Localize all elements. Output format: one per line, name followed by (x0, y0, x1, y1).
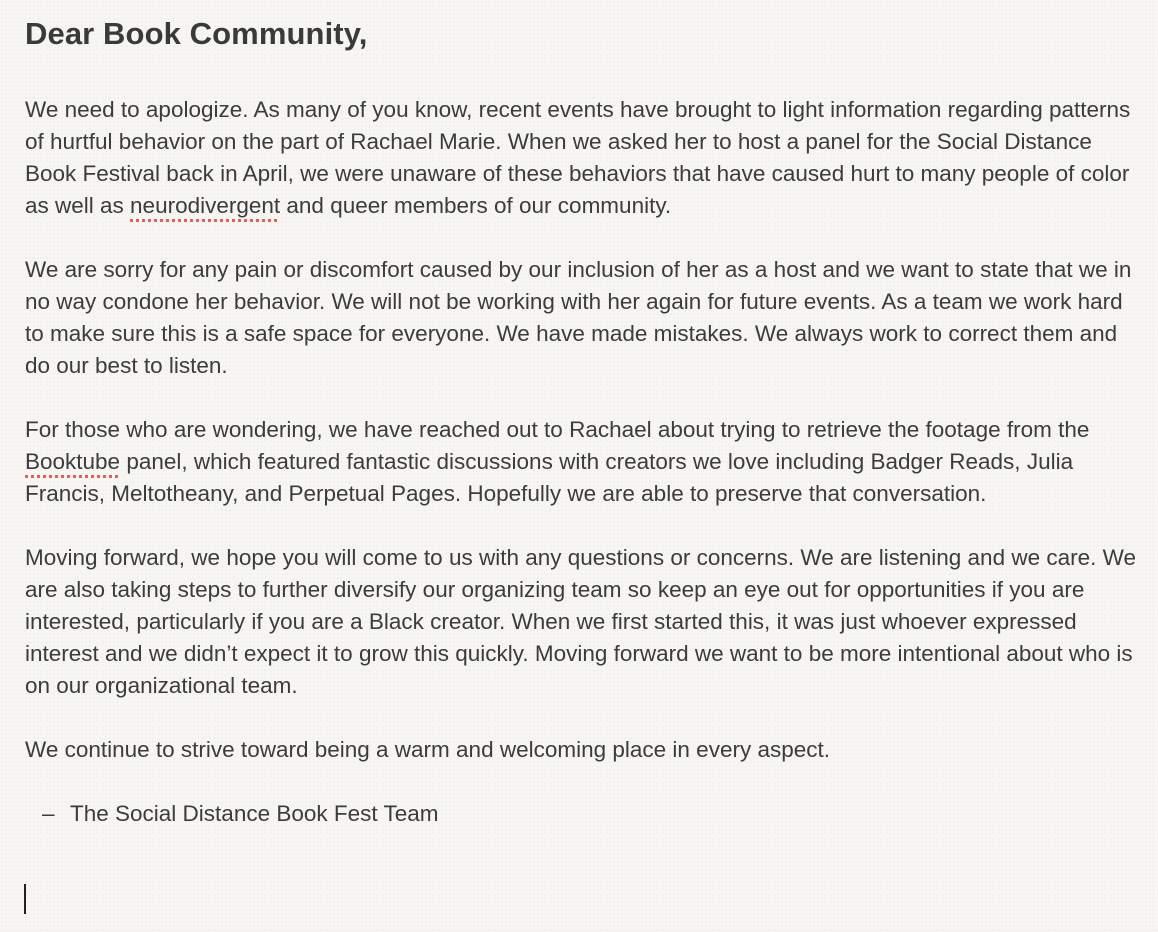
paragraph-apology-text-end: and queer members of our community. (280, 193, 672, 218)
paragraph-sorry[interactable]: We are sorry for any pain or discomfort caused by our inclusion of her as a host and we want to state that we in no way condone her behavior. We will not be working with her again for future events. As a team we work hard to make sure this is a safe space for everyone. We have made mistakes. We always work to correct them and do our best to listen. (25, 257, 1132, 378)
paragraph-apology-text: We need to apologize. As many of you know, recent events have brought to light information regarding patterns of hurtful behavior on the part of Rachael Marie. When we asked her to host a panel for the Social Distance Book Festival back in April, we were unaware of these behaviors that have caused hurt to many people of color as well as (25, 97, 1131, 218)
paragraph-footage-text: For those who are wondering, we have reached out to Rachael about trying to retrieve the footage from the (25, 417, 1090, 442)
paragraph-footage-text-end: panel, which featured fantastic discussions with creators we love including Badger Reads, Julia Francis, Meltotheany, and Perpetual Pages. Hopefully we are able to preserve that conversation. (25, 449, 1074, 506)
signoff-dash: – (42, 801, 55, 826)
text-cursor (24, 884, 26, 914)
signoff-text: The Social Distance Book Fest Team (70, 801, 439, 826)
paragraph-closing[interactable]: We continue to strive toward being a warm and welcoming place in every aspect. (25, 737, 830, 762)
letter-heading[interactable]: Dear Book Community, (25, 16, 368, 51)
paragraph-moving-forward[interactable]: Moving forward, we hope you will come to us with any questions or concerns. We are listening and we care. We are also taking steps to further diversify our organizing team so keep an eye out for opportunities if you are interested, particularly if you are a Black creator. When we first started this, it was just whoever expressed interest and we didn’t expect it to grow this quickly. Moving forward we want to be more intentional about who is on our organizational team. (25, 545, 1136, 698)
paragraph-apology[interactable] (25, 94, 1138, 222)
signoff-line[interactable] (25, 798, 1138, 830)
spellcheck-flagged-word[interactable]: Booktube (25, 449, 121, 474)
spellcheck-flagged-word[interactable]: neurodivergent (130, 193, 281, 218)
paragraph-footage[interactable] (25, 414, 1138, 510)
